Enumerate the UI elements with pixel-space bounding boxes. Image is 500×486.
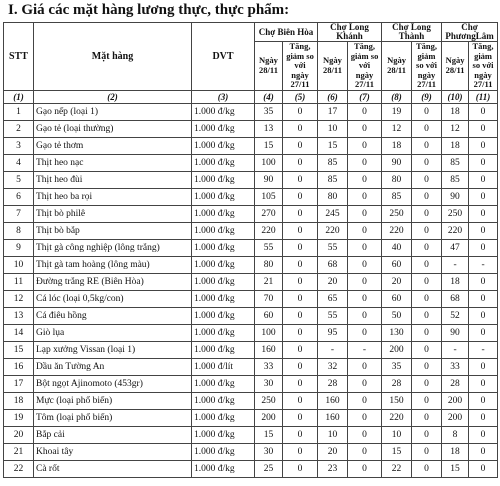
change-bien-hoa: 0 [283,409,318,426]
row-item-name: Thịt heo nạc [34,154,192,171]
change-bien-hoa: 0 [283,324,318,341]
row-unit: 1.000 đ/kg [192,103,255,120]
change-long-thanh: 0 [412,239,442,256]
header-item: Mặt hàng [34,23,192,91]
price-long-thanh: 220 [382,409,412,426]
column-number: (10) [442,90,469,103]
row-item-name: Cà rốt [34,460,192,477]
change-long-thanh: 0 [412,358,442,375]
header-day: Ngày 28/11 [255,42,283,91]
price-long-khanh: 85 [318,154,348,171]
change-phuong-lam: 0 [469,188,498,205]
price-phuong-lam: 33 [442,358,469,375]
header-market-long-thanh: Chợ Long Thành [382,23,442,42]
row-item-name: Khoai tây [34,443,192,460]
row-stt: 1 [4,103,34,120]
table-row [4,103,498,120]
row-item-name: Dầu ăn Tường An [34,358,192,375]
row-unit: 1.000 đ/kg [192,273,255,290]
price-long-thanh: 18 [382,137,412,154]
table-row [4,137,498,154]
column-number: (4) [255,90,283,103]
price-long-thanh: 150 [382,392,412,409]
change-phuong-lam: 0 [469,154,498,171]
column-number: (6) [318,90,348,103]
row-stt: 15 [4,341,34,358]
row-unit: 1.000 đ/kg [192,375,255,392]
column-number: (7) [348,90,382,103]
change-phuong-lam: 0 [469,324,498,341]
change-long-thanh: 0 [412,120,442,137]
row-stt: 4 [4,154,34,171]
price-phuong-lam: 85 [442,171,469,188]
price-bien-hoa: 21 [255,273,283,290]
price-long-thanh: 15 [382,443,412,460]
change-phuong-lam: 0 [469,358,498,375]
row-unit: 1.000 đ/kg [192,171,255,188]
row-unit: 1.000 đ/kg [192,256,255,273]
row-stt: 5 [4,171,34,188]
change-bien-hoa: 0 [283,443,318,460]
price-long-thanh: 90 [382,154,412,171]
table-row [4,290,498,307]
column-number: (2) [34,90,192,103]
row-unit: 1.000 đ/kg [192,205,255,222]
price-phuong-lam: 18 [442,137,469,154]
header-day: Ngày 28/11 [382,42,412,91]
change-phuong-lam: 0 [469,120,498,137]
row-item-name: Thịt gà tam hoàng (lông màu) [34,256,192,273]
row-item-name: Thịt bò philê [34,205,192,222]
price-long-thanh: 20 [382,273,412,290]
price-bien-hoa: 25 [255,460,283,477]
price-long-khanh: 55 [318,307,348,324]
price-phuong-lam: 220 [442,222,469,239]
price-long-thanh: 220 [382,222,412,239]
change-long-thanh: 0 [412,307,442,324]
header-change: Tăng, giảm so với ngày 27/11 [283,42,318,91]
price-long-thanh: 60 [382,256,412,273]
change-long-khanh: 0 [348,392,382,409]
change-long-thanh: 0 [412,341,442,358]
change-long-thanh: 0 [412,392,442,409]
table-row [4,154,498,171]
price-table [3,22,498,478]
table-row [4,341,498,358]
change-phuong-lam: 0 [469,426,498,443]
price-long-khanh: 20 [318,443,348,460]
change-long-thanh: 0 [412,137,442,154]
price-bien-hoa: 160 [255,341,283,358]
row-unit: 1.000 đ/kg [192,443,255,460]
row-unit: 1.000 đ/kg [192,341,255,358]
row-stt: 20 [4,426,34,443]
price-long-khanh: 85 [318,171,348,188]
change-phuong-lam: 0 [469,460,498,477]
price-phuong-lam: 8 [442,426,469,443]
price-bien-hoa: 30 [255,375,283,392]
price-bien-hoa: 13 [255,120,283,137]
row-unit: 1.000 đ/kg [192,460,255,477]
row-stt: 21 [4,443,34,460]
change-long-thanh: 0 [412,375,442,392]
price-long-khanh: 10 [318,426,348,443]
price-long-thanh: 35 [382,358,412,375]
price-phuong-lam: 85 [442,154,469,171]
price-long-thanh: 12 [382,120,412,137]
change-long-khanh: 0 [348,171,382,188]
change-long-thanh: 0 [412,290,442,307]
row-unit: 1.000 đ/kg [192,137,255,154]
change-long-khanh: 0 [348,154,382,171]
price-long-khanh: 20 [318,273,348,290]
table-row [4,392,498,409]
change-long-khanh: - [348,341,382,358]
price-long-khanh: 23 [318,460,348,477]
change-bien-hoa: 0 [283,307,318,324]
row-stt: 22 [4,460,34,477]
row-unit: 1.000 đ/kg [192,324,255,341]
row-stt: 10 [4,256,34,273]
row-item-name: Cá lóc (loại 0,5kg/con) [34,290,192,307]
row-unit: 1.000 đ/kg [192,120,255,137]
row-unit: 1.000 đ/kg [192,409,255,426]
row-stt: 9 [4,239,34,256]
change-bien-hoa: 0 [283,239,318,256]
change-phuong-lam: 0 [469,375,498,392]
header-day: Ngày 28/11 [318,42,348,91]
change-long-khanh: 0 [348,273,382,290]
change-long-khanh: 0 [348,256,382,273]
change-long-khanh: 0 [348,239,382,256]
price-long-khanh: 17 [318,103,348,120]
price-long-khanh: 55 [318,239,348,256]
change-long-thanh: 0 [412,426,442,443]
column-number: (1) [4,90,34,103]
change-phuong-lam: 0 [469,205,498,222]
change-bien-hoa: 0 [283,171,318,188]
price-long-khanh: - [318,341,348,358]
price-bien-hoa: 35 [255,103,283,120]
header-change: Tăng, giảm so với ngày 27/11 [348,42,382,91]
price-long-khanh: 68 [318,256,348,273]
price-bien-hoa: 15 [255,137,283,154]
header-unit: DVT [192,23,255,91]
price-phuong-lam: 15 [442,460,469,477]
change-phuong-lam: 0 [469,409,498,426]
table-row [4,375,498,392]
price-long-khanh: 220 [318,222,348,239]
price-bien-hoa: 200 [255,409,283,426]
change-long-khanh: 0 [348,460,382,477]
price-long-thanh: 250 [382,205,412,222]
change-phuong-lam: 0 [469,290,498,307]
row-unit: 1.000 đ/kg [192,188,255,205]
price-bien-hoa: 250 [255,392,283,409]
row-stt: 7 [4,205,34,222]
change-long-khanh: 0 [348,426,382,443]
price-long-thanh: 10 [382,426,412,443]
change-long-thanh: 0 [412,460,442,477]
row-item-name: Tôm (loại phổ biến) [34,409,192,426]
change-phuong-lam: 0 [469,307,498,324]
price-bien-hoa: 70 [255,290,283,307]
price-long-thanh: 50 [382,307,412,324]
price-long-khanh: 95 [318,324,348,341]
row-unit: 1.000 đ/kg [192,392,255,409]
change-bien-hoa: 0 [283,392,318,409]
price-bien-hoa: 90 [255,171,283,188]
change-long-khanh: 0 [348,290,382,307]
change-long-khanh: 0 [348,120,382,137]
table-row [4,205,498,222]
row-stt: 16 [4,358,34,375]
row-unit: 1.000 đ/kg [192,426,255,443]
column-number: (8) [382,90,412,103]
price-bien-hoa: 100 [255,324,283,341]
row-stt: 14 [4,324,34,341]
price-long-thanh: 85 [382,188,412,205]
change-long-thanh: 0 [412,154,442,171]
table-row [4,171,498,188]
price-phuong-lam: 18 [442,103,469,120]
table-row [4,426,498,443]
price-phuong-lam: - [442,256,469,273]
price-long-thanh: 40 [382,239,412,256]
change-bien-hoa: 0 [283,426,318,443]
change-bien-hoa: 0 [283,290,318,307]
price-long-khanh: 10 [318,120,348,137]
price-phuong-lam: - [442,341,469,358]
change-bien-hoa: 0 [283,375,318,392]
row-item-name: Thịt bò bắp [34,222,192,239]
column-number: (9) [412,90,442,103]
price-long-khanh: 160 [318,409,348,426]
change-bien-hoa: 0 [283,154,318,171]
change-long-khanh: 0 [348,358,382,375]
price-phuong-lam: 12 [442,120,469,137]
change-bien-hoa: 0 [283,205,318,222]
column-number: (5) [283,90,318,103]
change-bien-hoa: 0 [283,273,318,290]
change-phuong-lam: - [469,341,498,358]
price-long-khanh: 32 [318,358,348,375]
price-long-thanh: 130 [382,324,412,341]
row-stt: 11 [4,273,34,290]
change-long-thanh: 0 [412,324,442,341]
header-stt: STT [4,23,34,91]
price-bien-hoa: 30 [255,443,283,460]
row-stt: 3 [4,137,34,154]
price-bien-hoa: 270 [255,205,283,222]
column-number: (3) [192,90,255,103]
price-long-khanh: 160 [318,392,348,409]
change-bien-hoa: 0 [283,222,318,239]
price-bien-hoa: 100 [255,154,283,171]
table-row [4,188,498,205]
change-bien-hoa: 0 [283,256,318,273]
price-long-thanh: 80 [382,171,412,188]
row-item-name: Giò lụa [34,324,192,341]
price-bien-hoa: 105 [255,188,283,205]
change-long-thanh: 0 [412,256,442,273]
price-long-khanh: 28 [318,375,348,392]
change-bien-hoa: 0 [283,341,318,358]
change-bien-hoa: 0 [283,188,318,205]
price-phuong-lam: 250 [442,205,469,222]
change-phuong-lam: 0 [469,443,498,460]
price-phuong-lam: 200 [442,392,469,409]
table-row [4,307,498,324]
row-unit: 1.000 đ/kg [192,307,255,324]
price-bien-hoa: 55 [255,239,283,256]
price-bien-hoa: 15 [255,426,283,443]
price-bien-hoa: 33 [255,358,283,375]
price-long-thanh: 60 [382,290,412,307]
header-change: Tăng, giảm so với ngày 27/11 [412,42,442,91]
price-phuong-lam: 18 [442,443,469,460]
table-body [4,103,498,477]
change-long-khanh: 0 [348,375,382,392]
row-item-name: Bắp cải [34,426,192,443]
change-bien-hoa: 0 [283,460,318,477]
change-bien-hoa: 0 [283,103,318,120]
change-phuong-lam: - [469,256,498,273]
row-item-name: Thịt gà công nghiệp (lông trắng) [34,239,192,256]
price-phuong-lam: 90 [442,324,469,341]
change-bien-hoa: 0 [283,120,318,137]
price-phuong-lam: 68 [442,290,469,307]
table-row [4,239,498,256]
price-phuong-lam: 200 [442,409,469,426]
row-item-name: Gạo tẻ thơm [34,137,192,154]
row-item-name: Đường trắng RE (Biên Hòa) [34,273,192,290]
price-long-thanh: 22 [382,460,412,477]
row-unit: 1.000 đ/kg [192,154,255,171]
change-bien-hoa: 0 [283,137,318,154]
table-row [4,460,498,477]
price-phuong-lam: 90 [442,188,469,205]
change-long-khanh: 0 [348,324,382,341]
change-bien-hoa: 0 [283,358,318,375]
header-market-bien-hoa: Chợ Biên Hòa [255,23,318,42]
table-row [4,256,498,273]
change-long-thanh: 0 [412,409,442,426]
change-long-khanh: 0 [348,188,382,205]
table-row [4,273,498,290]
change-phuong-lam: 0 [469,222,498,239]
price-bien-hoa: 80 [255,256,283,273]
price-long-thanh: 28 [382,375,412,392]
column-number: (11) [469,90,498,103]
table-row [4,324,498,341]
change-long-khanh: 0 [348,409,382,426]
header-day: Ngày 28/11 [442,42,469,91]
change-long-khanh: 0 [348,307,382,324]
header-change: Tăng, giảm so với ngày 27/11 [469,42,498,91]
price-bien-hoa: 220 [255,222,283,239]
row-unit: 1.000 đ/kg [192,239,255,256]
change-phuong-lam: 0 [469,137,498,154]
change-long-thanh: 0 [412,222,442,239]
change-long-khanh: 0 [348,103,382,120]
change-phuong-lam: 0 [469,103,498,120]
table-row [4,358,498,375]
row-stt: 12 [4,290,34,307]
change-long-khanh: 0 [348,205,382,222]
change-long-thanh: 0 [412,273,442,290]
row-stt: 18 [4,392,34,409]
row-stt: 8 [4,222,34,239]
row-stt: 13 [4,307,34,324]
row-item-name: Cá điêu hồng [34,307,192,324]
price-phuong-lam: 47 [442,239,469,256]
row-stt: 17 [4,375,34,392]
change-long-thanh: 0 [412,171,442,188]
change-phuong-lam: 0 [469,392,498,409]
table-row [4,409,498,426]
price-phuong-lam: 52 [442,307,469,324]
price-long-khanh: 65 [318,290,348,307]
change-long-thanh: 0 [412,188,442,205]
row-item-name: Mực (loại phổ biến) [34,392,192,409]
row-unit: 1.000 đ/kg [192,222,255,239]
row-stt: 19 [4,409,34,426]
price-phuong-lam: 18 [442,273,469,290]
change-phuong-lam: 0 [469,239,498,256]
change-long-thanh: 0 [412,103,442,120]
row-item-name: Gạo tẻ (loại thường) [34,120,192,137]
price-bien-hoa: 60 [255,307,283,324]
row-item-name: Thịt heo ba rọi [34,188,192,205]
table-row [4,222,498,239]
change-long-khanh: 0 [348,137,382,154]
row-stt: 2 [4,120,34,137]
price-long-thanh: 19 [382,103,412,120]
price-long-khanh: 15 [318,137,348,154]
table-row [4,443,498,460]
change-long-khanh: 0 [348,222,382,239]
header-market-phuong-lam: Chợ PhươngLâm [442,23,498,42]
change-phuong-lam: 0 [469,273,498,290]
price-long-khanh: 245 [318,205,348,222]
header-market-long-khanh: Chợ Long Khánh [318,23,382,42]
change-long-khanh: 0 [348,443,382,460]
price-long-thanh: 200 [382,341,412,358]
row-item-name: Lạp xưởng Vissan (loại 1) [34,341,192,358]
change-phuong-lam: 0 [469,171,498,188]
row-unit: 1.000 đ/kg [192,290,255,307]
row-item-name: Bột ngọt Ajinomoto (453gr) [34,375,192,392]
row-stt: 6 [4,188,34,205]
row-item-name: Gạo nếp (loại 1) [34,103,192,120]
change-long-thanh: 0 [412,443,442,460]
row-item-name: Thịt heo đùi [34,171,192,188]
price-long-khanh: 80 [318,188,348,205]
column-number-row [4,90,498,103]
change-long-thanh: 0 [412,205,442,222]
section-title: I. Giá các mặt hàng lương thực, thực phẩm: [8,2,290,18]
table-row [4,120,498,137]
price-phuong-lam: 28 [442,375,469,392]
row-unit: 1.000 đ/lít [192,358,255,375]
